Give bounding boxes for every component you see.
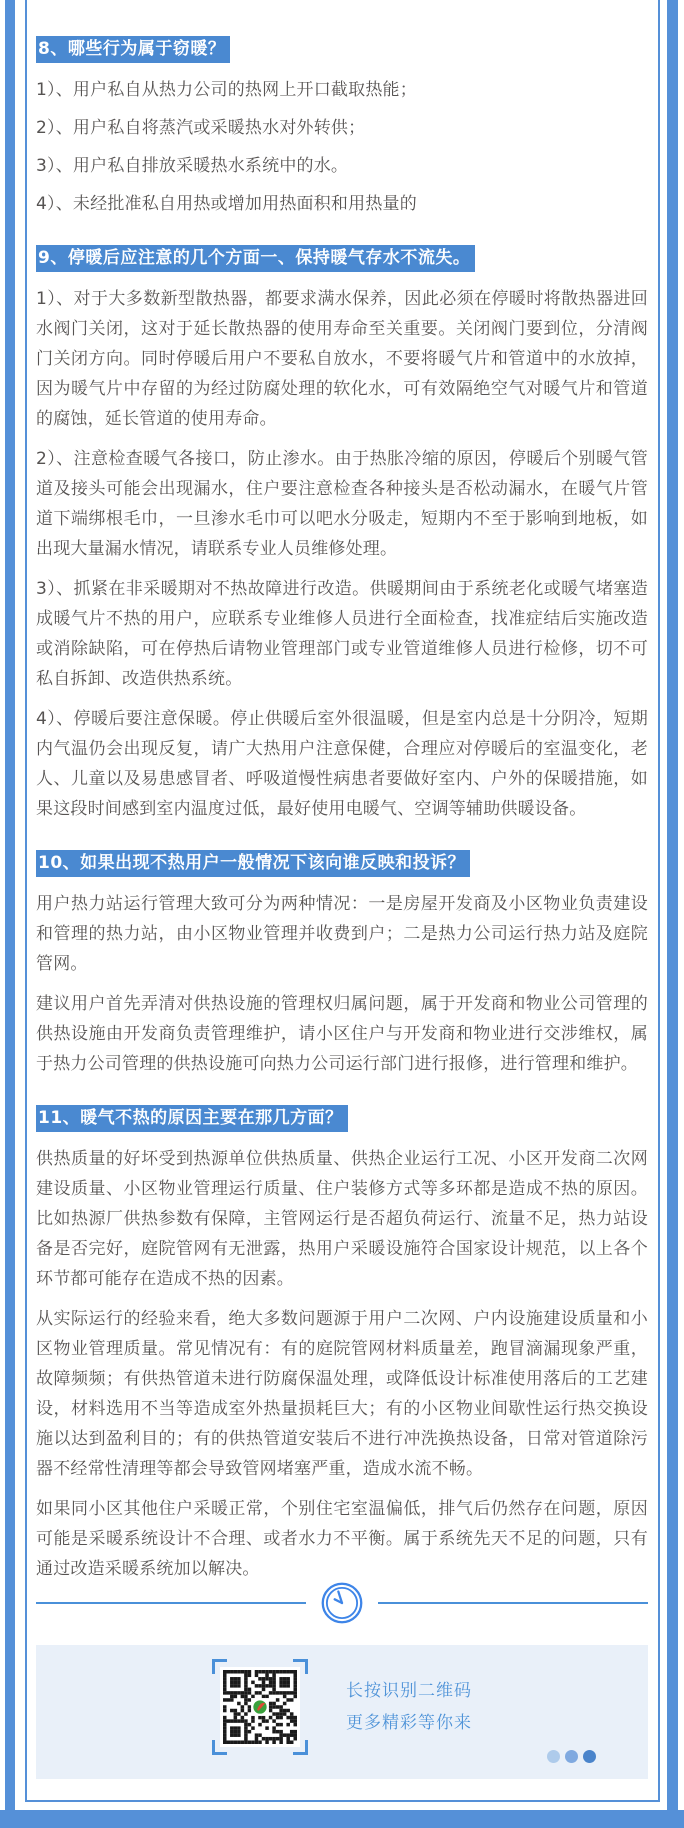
section-header-text: 9、停暖后应注意的几个方面一、保持暖气存水不流失。 [36, 245, 475, 272]
paragraph: 3）、抓紧在非采暖期对不热故障进行改造。供暖期间由于系统老化或暖气堵塞造成暖气片不热的用户，应联系专业维修人员进行全面检查，找准症结后实施改造或消除缺陷，可在停热后请物业管理部门或专业管道维修人员进行检修，切不可私自拆卸、改造供热系统。 [36, 579, 648, 689]
qa-section-9 [36, 245, 648, 824]
section-header [36, 850, 648, 877]
qr-caption [346, 1675, 472, 1739]
pagination-dots [542, 1750, 596, 1763]
qr-frame [212, 1659, 308, 1755]
left-border-bar [5, 0, 15, 1828]
paragraph: 3）、用户私自排放采暖热水系统中的水。 [36, 156, 349, 176]
bottom-border-bar [0, 1810, 684, 1828]
divider-line-left [36, 1602, 306, 1604]
article-body [36, 0, 648, 1584]
paragraph: 供热质量的好坏受到热源单位供热质量、供热企业运行工况、小区开发商二次网建设质量、小区物业管理运行质量、住户装修方式等多环都是造成不热的原因。比如热源厂供热参数有保障，主管网运行是否超负荷运行、流量不足，热力站设备是否完好，庭院管网有无泄露，热用户采暖设施符合国家设计规范，以上各个环节都可能存在造成不热的因素。 [36, 1149, 648, 1289]
paragraph: 2）、用户私自将蒸汽或采暖热水对外转供； [36, 118, 366, 138]
qr-promo-box [36, 1645, 648, 1779]
paragraph: 如果同小区其他住户采暖正常，个别住宅室温偏低，排气后仍然存在问题，原因可能是采暖系统设计不合理、或者水力不平衡。属于系统先天不足的问题，只有通过改造采暖系统加以解决。 [36, 1499, 648, 1579]
paragraph: 4）、停暖后要注意保暖。停止供暖后室外很温暖，但是室内总是十分阴冷，短期内气温仍会出现反复，请广大热用户注意保健，合理应对停暖后的室温变化，老人、儿童以及易患感冒者、呼吸道慢性病患者要做好室内、户外的保暖措施，如果这段时间感到室内温度过低，最好使用电暖气、空调等辅助供暖设备。 [36, 709, 648, 819]
section-header [36, 245, 648, 272]
paragraph: 用户热力站运行管理大致可分为两种情况：一是房屋开发商及小区物业负责建设和管理的热力站，由小区物业管理并收费到户；二是热力公司运行热力站及庭院管网。 [36, 894, 648, 974]
clock-icon [320, 1581, 364, 1625]
dot-icon [547, 1750, 560, 1763]
paragraph: 从实际运行的经验来看，绝大多数问题源于用户二次网、户内设施建设质量和小区物业管理质量。常见情况有：有的庭院管网材料质量差，跑冒滴漏现象严重，故障频频；有供热管道未进行防腐保温处理，或降低设计标准使用落后的工艺建设，材料选用不当等造成室外热量损耗巨大；有的小区物业间歇性运行热交换设施以达到盈利目的；有的供热管道安装后不进行冲洗换热设备，日常对管道除污器不经常性清理等都会导致管网堵塞严重，造成水流不畅。 [36, 1309, 648, 1479]
qr-caption-line1: 长按识别二维码 [346, 1681, 472, 1701]
section-header-text: 10、如果出现不热用户一般情况下该向谁反映和投诉？ [36, 850, 470, 877]
qr-code[interactable] [220, 1667, 300, 1747]
section-header-text: 11、暖气不热的原因主要在那几方面？ [36, 1105, 348, 1132]
dot-icon [583, 1750, 596, 1763]
paragraph: 建议用户首先弄清对供热设施的管理权归属问题，属于开发商和物业公司管理的供热设施由开发商负责管理维护，请小区住户与开发商和物业进行交涉维权，属于热力公司管理的供热设施可向热力公司运行部门进行报修，进行管理和维护。 [36, 994, 648, 1074]
section-header-text: 8、哪些行为属于窃暖？ [36, 36, 230, 63]
section-divider [36, 1581, 648, 1625]
right-border-bar [667, 0, 678, 1828]
paragraph: 2）、注意检查暖气各接口，防止渗水。由于热胀冷缩的原因，停暖后个别暖气管道及接头可能会出现漏水，住户要注意检查各种接头是否松动漏水，在暖气片管道下端绑根毛巾，一旦渗水毛巾可以吧水分吸走，短期内不至于影响到地板，如出现大量漏水情况，请联系专业人员维修处理。 [36, 449, 648, 559]
dot-icon [565, 1750, 578, 1763]
section-header [36, 1105, 648, 1132]
paragraph: 1）、对于大多数新型散热器，都要求满水保养，因此必须在停暖时将散热器进回水阀门关闭，这对于延长散热器的使用寿命至关重要。关闭阀门要到位，分清阀门关闭方向。同时停暖后用户不要私自放水，不要将暖气片和管道中的水放掉，因为暖气片中存留的为经过防腐处理的软化水，可有效隔绝空气对暖气片和管道的腐蚀，延长管道的使用寿命。 [36, 289, 648, 429]
divider-line-right [378, 1602, 648, 1604]
qa-section-11 [36, 1105, 648, 1584]
qa-section-8 [36, 36, 648, 219]
paragraph: 4）、未经批准私自用热或增加用热面积和用热量的 [36, 194, 417, 214]
qa-section-10 [36, 850, 648, 1079]
qr-caption-line2: 更多精彩等你来 [346, 1713, 472, 1733]
paragraph: 1）、用户私自从热力公司的热网上开口截取热能； [36, 80, 417, 100]
section-header [36, 36, 648, 63]
